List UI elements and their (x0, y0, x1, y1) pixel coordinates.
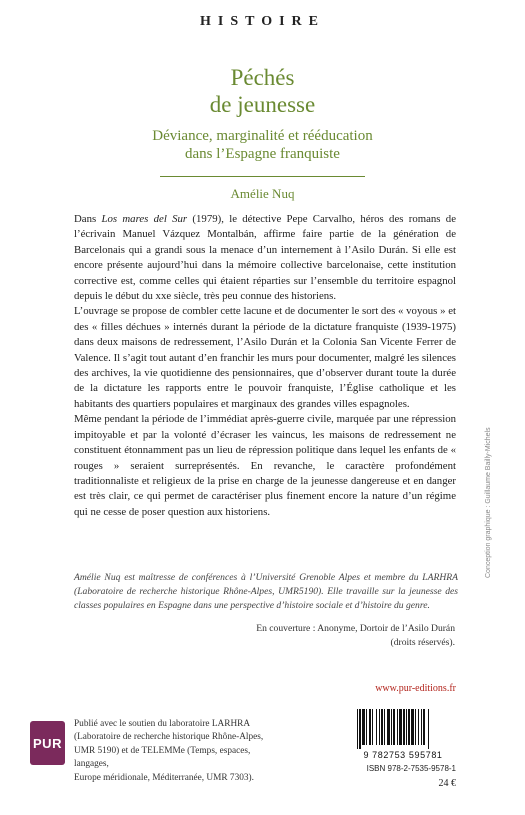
barcode-bar (415, 709, 416, 745)
barcode (356, 709, 454, 749)
cover-credit (240, 622, 455, 650)
barcode-bar (428, 709, 429, 749)
summary-p1-start: Dans (74, 213, 102, 225)
barcode-number: 9 782753 595781 (363, 750, 443, 760)
title-divider (160, 176, 365, 177)
series-label: HISTOIRE (200, 14, 325, 29)
barcode-bar (421, 709, 422, 745)
book-title-line1: Péchés (230, 65, 295, 90)
summary-p1-rest: (1979), le détective Pepe Carvalho, héros des romans de l’écrivain Manuel Vázquez Montalbán, affirme faire partie de la génération de Barcelonais qui a grandi sous la menace d’un internement à l’Asilo Durán. Si elle est encore présente aujourd’hui dans la mémoire collective barcelonaise, cette institution corrective est, comme celles qui étaient réparties sur l’ensemble du territoire espagnol depuis le début du xxe siècle, très peu connue des historiens. (74, 213, 456, 303)
barcode-bar (372, 709, 373, 745)
barcode-bar (369, 709, 371, 745)
publisher-logo: PUR (30, 721, 65, 765)
support-line-1: Publié avec le soutien du laboratoire LARHRA (74, 719, 251, 729)
novel-title: Los mares del Sur (101, 213, 188, 225)
price: 24 € (438, 778, 456, 789)
barcode-bar (408, 709, 410, 745)
book-subtitle-line2: dans l’Espagne franquiste (185, 146, 340, 162)
publisher-website-link[interactable]: www.pur-editions.fr (375, 683, 456, 694)
barcode-bar (418, 709, 419, 745)
barcode-bar (403, 709, 405, 745)
author-bio: Amélie Nuq est maîtresse de conférences à l’Université Grenoble Alpes et membre du LARHRA (Laboratoire de recherche historique Rhône-Alpes, UMR5190). Elle travaille sur la jeunesse des classes populaires en Espagne dans une perspective d’histoire sociale et d’histoire du genre. (74, 572, 458, 612)
summary-paragraph-1 (74, 212, 456, 304)
book-title-line2: de jeunesse (209, 92, 316, 117)
barcode-bar (411, 709, 414, 745)
support-line-4: Europe méridionale, Méditerranée, UMR 7303). (74, 772, 254, 783)
barcode-bar (376, 709, 377, 745)
support-statement (74, 718, 284, 785)
barcode-bar (379, 709, 380, 745)
barcode-bar (384, 709, 385, 745)
cover-credit-line1: En couverture : Anonyme, Dortoir de l’Asilo Durán (256, 623, 455, 634)
barcode-bar (359, 709, 361, 749)
barcode-bar (399, 709, 402, 745)
cover-credit-line2: (droits réservés). (390, 637, 455, 648)
barcode-bar (391, 709, 392, 745)
summary-paragraph-3: Même pendant la période de l’immédiat après-guerre civile, marquée par une répression impitoyable et par la volonté d’écraser les vaincus, les maisons de redressement ne constituent étonnamment pas un lieu de répression politique dans lequel les enfants de « rouges » seraient surreprésentés. En revanche, le caractère profondément traditionnaliste et religieux de la prise en charge de la jeunesse dangereuse et en danger est très clair, ce qui permet de caractériser plus finement encore la nature d’un régime qui ne cesse de poser question aux historiens. (74, 413, 456, 518)
summary-paragraph-2: L’ouvrage se propose de combler cette lacune et de documenter le sort des « voyous » et des « filles déchues » internés durant la période de la dictature franquiste (1939-1975) dans deux maisons de redressement, l’Asilo Durán et la Colonia San Vicente Ferrer de Valence. Il s’agit tout autant d’en franchir les murs pour documenter, malgré les silences des archives, la vie quotidienne des pensionnaires, que d’observer durant toute la durée de la dictature les rapports entre le pouvoir franquiste, l’Église catholique et les habitants des quartiers populaires et marginaux des grandes villes espagnoles. (74, 305, 456, 410)
barcode-bar (423, 709, 425, 745)
barcode-bar (393, 709, 395, 745)
book-subtitle-line1: Déviance, marginalité et rééducation (152, 128, 373, 144)
support-line-2: (Laboratoire de recherche historique Rhône-Alpes, (74, 732, 264, 743)
barcode-bar (406, 709, 407, 745)
barcode-bar (362, 709, 365, 745)
barcode-bar (387, 709, 390, 745)
graphic-design-credit: Conception graphique : Guillaume Bailly-Michels (485, 427, 492, 578)
isbn: ISBN 978-2-7535-9578-1 (366, 764, 456, 773)
support-line-3: UMR 5190) et de TELEMMe (Temps, espaces, langages, (74, 745, 251, 770)
barcode-bar (381, 709, 383, 745)
barcode-bar (366, 709, 367, 745)
back-cover-summary (74, 212, 456, 520)
barcode-bar (357, 709, 358, 749)
author-name: Amélie Nuq (230, 186, 295, 201)
barcode-bar (397, 709, 398, 745)
